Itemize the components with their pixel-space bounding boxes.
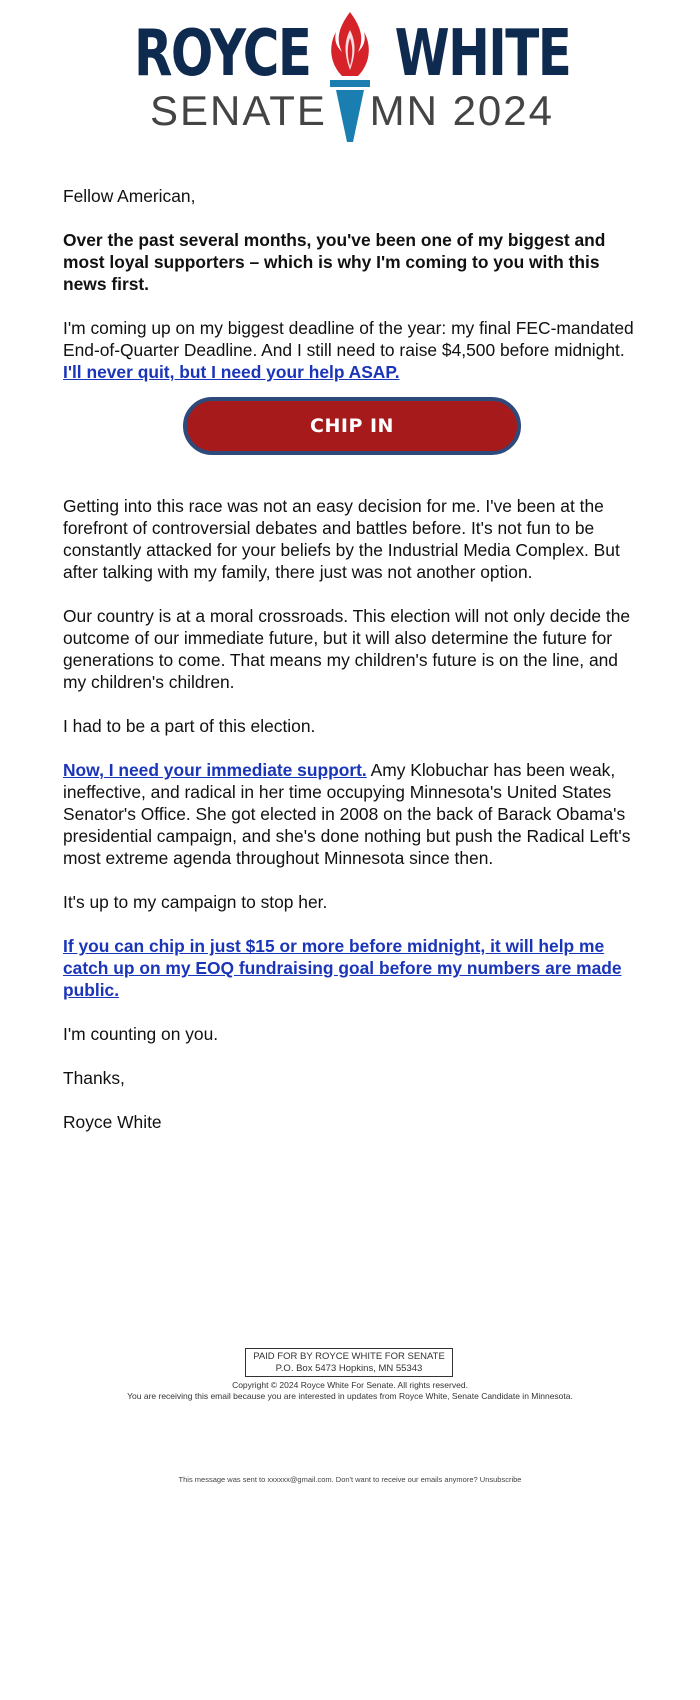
- greeting: Fellow American,: [63, 186, 196, 206]
- support-paragraph: [63, 759, 643, 869]
- logo-state-year: MN 2024: [369, 87, 554, 134]
- paid-for-line: PAID FOR BY ROYCE WHITE FOR SENATE: [253, 1351, 445, 1362]
- election-paragraph: I had to be a part of this election.: [63, 716, 316, 736]
- support-text: Amy Klobuchar has been weak, ineffective, and radical in her time occupying Minnesota's United States Senator's Office. She got elected in 2008 on the back of Barack Obama's presidential campaign, and she's done nothing but push the Radical Left's most extreme agenda throughout Minnesota since then.: [63, 760, 631, 868]
- unsubscribe-link[interactable]: Unsubscribe: [479, 1475, 522, 1484]
- copyright-block: [0, 1380, 700, 1402]
- intro-paragraph: Over the past several months, you've been one of my biggest and most loyal supporters – which is why I'm coming to you with this news first.: [63, 230, 606, 294]
- logo-first-name: ROYCE: [134, 17, 311, 91]
- race-paragraph: Getting into this race was not an easy decision for me. I've been at the forefront of controversial debates and battles before. It's not fun to be constantly attacked for your beliefs by the Industrial Media Complex. But after talking with my family, there just was not another option.: [63, 496, 620, 582]
- stop-paragraph: It's up to my campaign to stop her.: [63, 892, 328, 912]
- immediate-support-link[interactable]: Now, I need your immediate support.: [63, 760, 367, 780]
- torch-icon: [320, 10, 380, 145]
- cta-container: [63, 397, 643, 455]
- signoff: Thanks,: [63, 1068, 125, 1088]
- deadline-text: I'm coming up on my biggest deadline of the year: my final FEC-mandated End-of-Quarter Deadline. And I still need to raise $4,500 before midnight.: [63, 318, 634, 360]
- help-asap-link[interactable]: I'll never quit, but I need your help ASAP.: [63, 362, 400, 382]
- signature: Royce White: [63, 1112, 162, 1132]
- sent-to-text: This message was sent to xxxxxx@gmail.com. Don't want to receive our emails anymore?: [178, 1475, 480, 1484]
- counting-paragraph: I'm counting on you.: [63, 1024, 219, 1044]
- copyright-text: Copyright © 2024 Royce White For Senate. All rights reserved.: [232, 1380, 468, 1390]
- logo-senate: SENATE: [150, 87, 327, 134]
- chip-in-paragraph: [63, 935, 643, 1001]
- campaign-logo: [134, 10, 570, 145]
- crossroads-paragraph: Our country is at a moral crossroads. This election will not only decide the outcome of our immediate future, but it will also determine the future for generations to come. That means my children's future is on the line, and my children's children.: [63, 606, 631, 692]
- chip-in-button[interactable]: CHIP IN: [183, 397, 521, 455]
- receiving-reason: You are receiving this email because you are interested in updates from Royce White, Senate Candidate in Minnesota.: [127, 1391, 573, 1401]
- paid-for-disclaimer: [245, 1348, 453, 1377]
- mailing-address: P.O. Box 5473 Hopkins, MN 55343: [275, 1363, 423, 1374]
- deadline-paragraph: [63, 317, 643, 383]
- email-body: [63, 185, 643, 1155]
- logo-last-name: WHITE: [394, 17, 570, 91]
- chip-in-link[interactable]: If you can chip in just $15 or more before midnight, it will help me catch up on my EOQ fundraising goal before my numbers are made public.: [63, 936, 622, 1000]
- sent-to-notice: [0, 1475, 700, 1485]
